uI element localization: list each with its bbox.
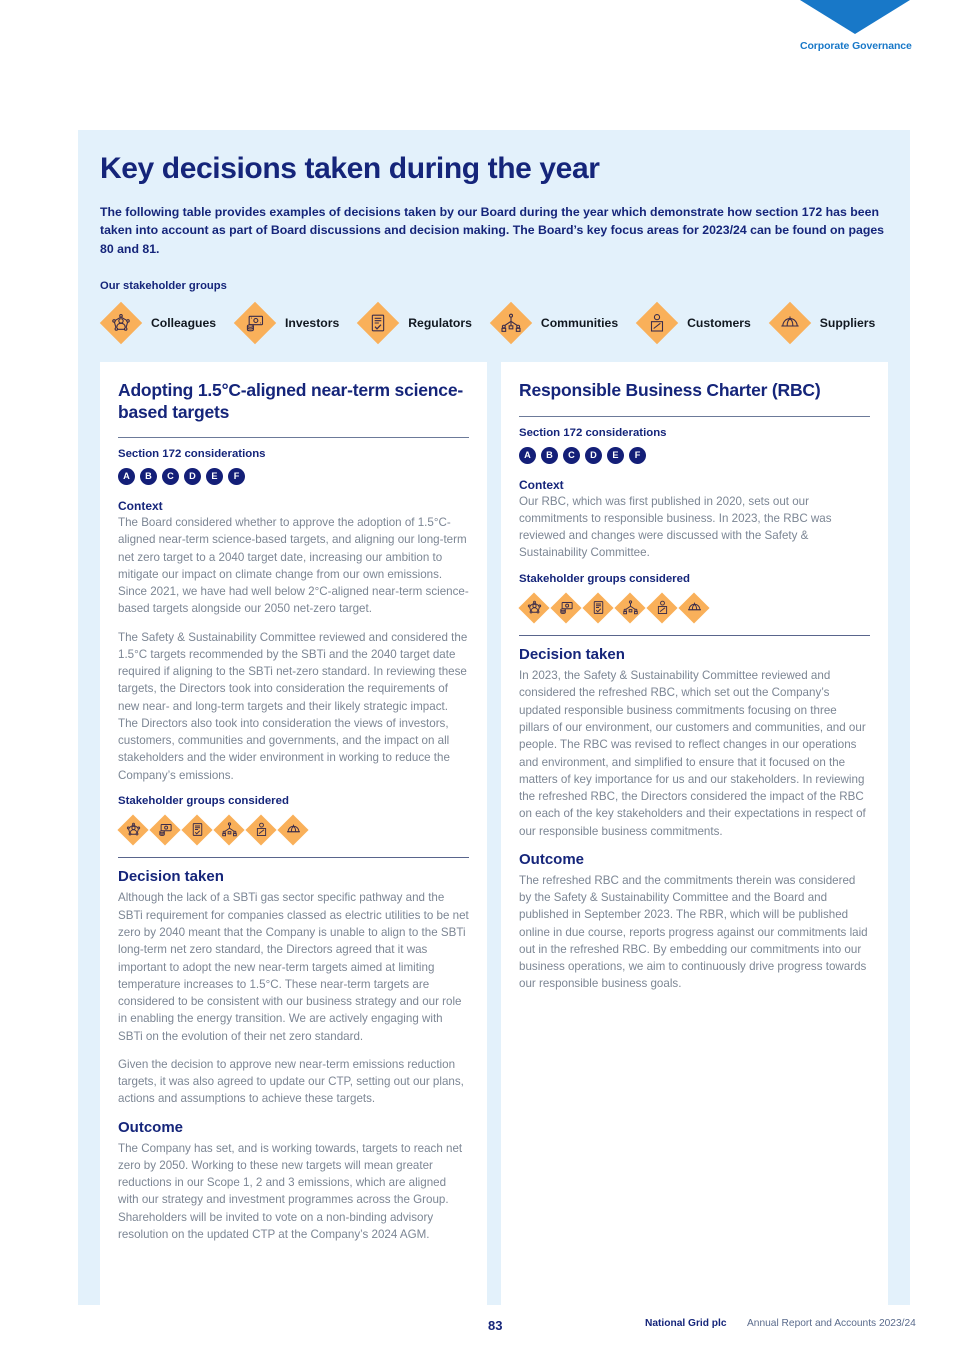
divider bbox=[519, 635, 870, 637]
suppliers-icon bbox=[679, 593, 709, 623]
stakeholder-label: Customers bbox=[687, 316, 751, 331]
regulators-icon bbox=[357, 302, 399, 344]
colleagues-icon bbox=[118, 815, 148, 845]
decision-card-sbt bbox=[100, 362, 487, 1310]
communities-icon bbox=[490, 302, 532, 344]
section172-heading: Section 172 considerations bbox=[118, 448, 266, 460]
stakeholder-label: Investors bbox=[285, 316, 340, 331]
customers-icon bbox=[636, 302, 678, 344]
badge-a: A bbox=[519, 447, 536, 464]
stakeholder-suppliers bbox=[769, 302, 876, 344]
context-paragraph: The Board considered whether to approve the adoption of 1.5°C-aligned near-term science-based targets, and aligning our long-term net zero target to a 2040 target date, increasing our ambition to mitigate our impact on climate change from our own emissions. Since 2021, we have had well below 2°C-aligned near-term science-based targets alongside our 2050 net-zero target. bbox=[118, 516, 469, 616]
context-heading: Context bbox=[519, 477, 564, 492]
outcome-paragraph: The refreshed RBC and the commitments therein was considered by the Safety & Sustainability Committee and the Board and published in September 2023. The RBR, which will be published online in due course, reports progress against our commitments laid out in the refreshed RBC. By embedding our commitments into our business operations, we aim to continuously drive progress towards our responsible business goals. bbox=[519, 873, 868, 991]
decision-card-rbc bbox=[501, 362, 888, 1310]
communities-icon bbox=[214, 815, 244, 845]
outcome-heading: Outcome bbox=[519, 850, 585, 868]
section172-badges bbox=[118, 468, 469, 485]
card-title: Adopting 1.5°C-aligned near-term science-based targets bbox=[118, 380, 463, 422]
decision-cards bbox=[100, 362, 888, 1310]
decision-paragraph: Given the decision to approve new near-term emissions reduction targets, it was also agreed to update our CTP, setting out our plans, actions and assumptions to achieve these targets. bbox=[118, 1057, 464, 1106]
badge-c: C bbox=[563, 447, 580, 464]
key-decisions-panel bbox=[78, 130, 910, 1305]
badge-e: E bbox=[607, 447, 624, 464]
corporate-governance-tab bbox=[800, 0, 910, 52]
card-title: Responsible Business Charter (RBC) bbox=[519, 380, 821, 401]
customers-icon bbox=[246, 815, 276, 845]
badge-d: D bbox=[184, 468, 201, 485]
badge-b: B bbox=[140, 468, 157, 485]
badge-e: E bbox=[206, 468, 223, 485]
divider bbox=[118, 437, 469, 438]
suppliers-icon bbox=[278, 815, 308, 845]
stakeholder-considered-heading: Stakeholder groups considered bbox=[118, 794, 289, 807]
badge-f: F bbox=[228, 468, 245, 485]
suppliers-icon bbox=[769, 302, 811, 344]
context-paragraph: The Safety & Sustainability Committee reviewed and considered the 1.5°C targets recommended by the SBTi and the 2040 target date required if aligning to the SBTi net-zero standard. In reviewing these targets, the Directors took into consideration the requirements of new near- and long-term targets and their likely strategic impact. The Directors also took into consideration the views of investors, customers, communities and governments, and the impact on all stakeholders and the wider environment in working to reduce the Company’s emissions. bbox=[118, 630, 468, 782]
stakeholder-considered-heading: Stakeholder groups considered bbox=[519, 572, 690, 585]
stakeholder-colleagues bbox=[100, 302, 216, 344]
divider bbox=[519, 416, 870, 417]
stakeholder-icons-row bbox=[118, 815, 469, 845]
page-number: 83 bbox=[488, 1318, 503, 1333]
triangle-marker-icon bbox=[800, 0, 910, 34]
stakeholder-communities bbox=[490, 302, 618, 344]
decision-taken-heading: Decision taken bbox=[519, 646, 625, 664]
stakeholder-label: Communities bbox=[540, 316, 619, 331]
investors-icon bbox=[150, 815, 180, 845]
outcome-heading: Outcome bbox=[118, 1118, 184, 1136]
stakeholder-groups-row bbox=[100, 302, 888, 344]
badge-a: A bbox=[118, 468, 135, 485]
investors-icon bbox=[234, 302, 276, 344]
badge-c: C bbox=[162, 468, 179, 485]
badge-b: B bbox=[541, 447, 558, 464]
intro-paragraph: The following table provides examples of decisions taken by our Board during the year which demonstrate how section 172 has been taken into account as part of Board discussions and decision making. The Board’s key focus areas for 2023/24 can be found on pages 80 and 81. bbox=[100, 205, 885, 256]
section172-badges bbox=[519, 447, 870, 464]
colleagues-icon bbox=[100, 302, 142, 344]
badge-d: D bbox=[585, 447, 602, 464]
stakeholder-investors bbox=[234, 302, 339, 344]
outcome-paragraph: The Company has set, and is working towards, targets to reach net zero by 2050. Working to these new targets will mean greater reductions in our Scope 1, 2 and 3 emissions, which are aligned with our strategy and investment programmes across the Group. Shareholders will be invited to vote on a non-binding advisory resolution on the updated CTP at the Company’s 2024 AGM. bbox=[118, 1141, 463, 1241]
context-paragraph: Our RBC, which was first published in 2020, sets out our commitments to responsible business. In 2023, the RBC was reviewed and changes were discussed with the Safety & Sustainability Committee. bbox=[519, 494, 832, 560]
colleagues-icon bbox=[519, 593, 549, 623]
badge-f: F bbox=[629, 447, 646, 464]
section172-heading: Section 172 considerations bbox=[519, 426, 667, 439]
divider bbox=[118, 857, 469, 859]
communities-icon bbox=[615, 593, 645, 623]
stakeholder-icons-row bbox=[519, 593, 870, 623]
stakeholder-label: Regulators bbox=[408, 316, 472, 331]
stakeholder-regulators bbox=[357, 302, 472, 344]
regulators-icon bbox=[583, 593, 613, 623]
investors-icon bbox=[551, 593, 581, 623]
stakeholder-groups-heading: Our stakeholder groups bbox=[100, 280, 227, 293]
decision-taken-heading: Decision taken bbox=[118, 868, 224, 886]
customers-icon bbox=[647, 593, 677, 623]
stakeholder-label: Colleagues bbox=[151, 316, 217, 331]
decision-paragraph: Although the lack of a SBTi gas sector specific pathway and the SBTi requirement for companies classed as electric utilities to be net zero by 2040 meant that the Company is unable to align to the SBTi long-term net zero standard, the Directors agreed that it was important to adopt the new near-term targets aimed at limiting temperature increases to 1.5°C. These near-term targets are considered to be consistent with our business strategy and our role in enabling the energy transition. We are actively engaging with SBTi on the evolution of their net zero standard. bbox=[118, 891, 469, 1043]
report-title: Annual Report and Accounts 2023/24 bbox=[747, 1318, 916, 1329]
corporate-governance-label: Corporate Governance bbox=[800, 40, 912, 52]
regulators-icon bbox=[182, 815, 212, 845]
company-name: National Grid plc bbox=[645, 1318, 727, 1329]
stakeholder-customers bbox=[636, 302, 751, 344]
stakeholder-label: Suppliers bbox=[819, 316, 876, 331]
page-title: Key decisions taken during the year bbox=[100, 152, 600, 185]
decision-paragraph: In 2023, the Safety & Sustainability Committee reviewed and considered the refreshed RBC, which set out the Company’s updated responsible business commitments focusing on three pillars of our environment, our customers and communities, and our people. The RBC was revised to reflect changes in our operations and environment, and simplified to ensure that it focused on the matters of key importance for us and our stakeholders. In reviewing the refreshed RBC, the Directors considered the impact of the RBC on each of the key stakeholders and their expectations in respect of our responsible business commitments. bbox=[519, 669, 866, 838]
context-heading: Context bbox=[118, 499, 163, 513]
